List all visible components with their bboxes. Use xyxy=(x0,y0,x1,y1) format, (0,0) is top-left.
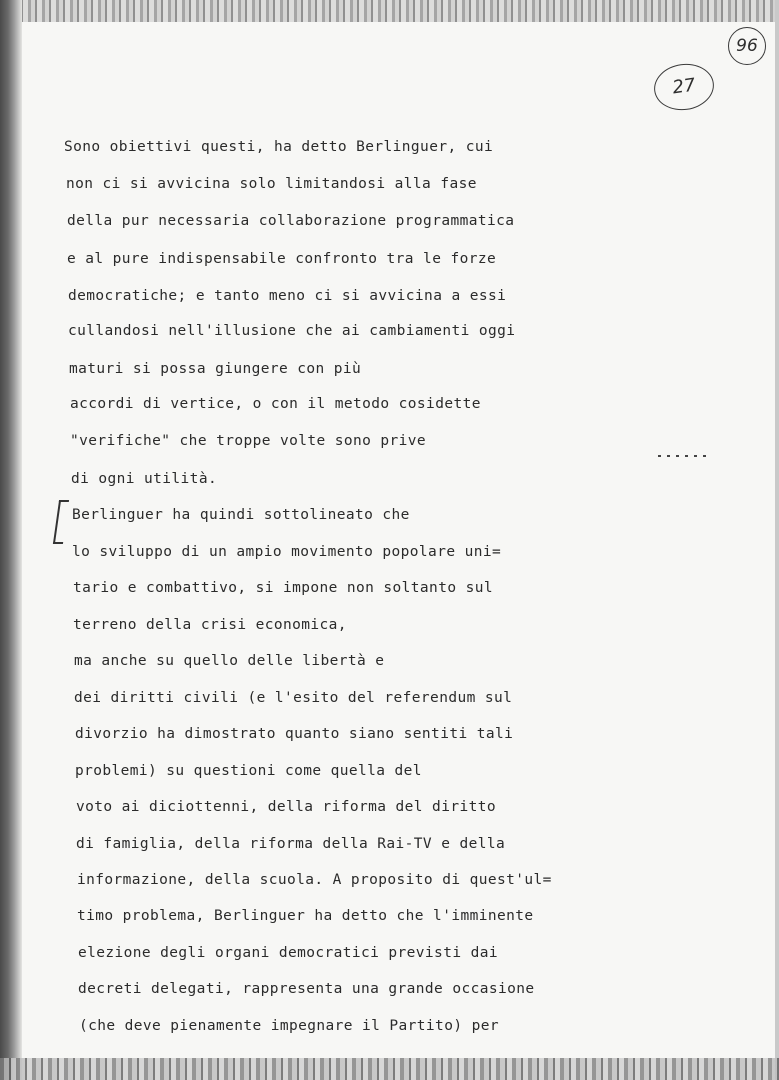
text-line: non ci si avvicina solo limitandosi alla fase xyxy=(66,176,477,192)
text-line: e al pure indispensabile confronto tra le forze xyxy=(67,251,497,267)
text-line: timo problema, Berlinguer ha detto che l'imminente xyxy=(77,908,534,924)
text-line: "verifiche" che troppe volte sono prive xyxy=(70,433,427,449)
text-line: terreno della crisi economica, xyxy=(73,617,347,633)
text-line: dei diritti civili (e l'esito del referendum sul xyxy=(74,690,513,706)
text-line: informazione, della scuola. A proposito di quest'ul= xyxy=(77,872,552,888)
text-line: cullandosi nell'illusione che ai cambiamenti oggi xyxy=(68,323,516,339)
text-line: tario e combattivo, si impone non soltanto sul xyxy=(73,580,493,596)
text-line: problemi) su questioni come quella del xyxy=(75,763,422,779)
text-line: elezione degli organi democratici previsti dai xyxy=(78,945,498,961)
circled-page-number: 96 xyxy=(728,27,766,65)
text-line: voto ai diciottenni, della riforma del diritto xyxy=(76,799,496,815)
text-line: Berlinguer ha quindi sottolineato che xyxy=(72,507,410,523)
text-line: decreti delegati, rappresenta una grande occasione xyxy=(78,981,535,997)
text-line: della pur necessaria collaborazione programmatica xyxy=(67,213,515,229)
text-line: di ogni utilità. xyxy=(71,471,218,487)
text-line: di famiglia, della riforma della Rai-TV e della xyxy=(76,836,506,852)
text-line: divorzio ha dimostrato quanto siano sentiti tali xyxy=(75,726,514,742)
text-line: accordi di vertice, o con il metodo cosidette xyxy=(70,396,481,412)
text-line: ma anche su quello delle libertà e xyxy=(74,653,385,669)
text-line: (che deve pienamente impegnare il Partito) per xyxy=(79,1018,499,1034)
text-line: maturi si possa giungere con più xyxy=(69,361,362,377)
text-line: democratiche; e tanto meno ci si avvicina a essi xyxy=(68,288,507,304)
handwritten-page-number: 27 xyxy=(651,60,717,114)
text-line: Sono obiettivi questi, ha detto Berlinguer, cui xyxy=(64,139,494,155)
text-line: lo sviluppo di un ampio movimento popolare uni= xyxy=(72,544,502,560)
